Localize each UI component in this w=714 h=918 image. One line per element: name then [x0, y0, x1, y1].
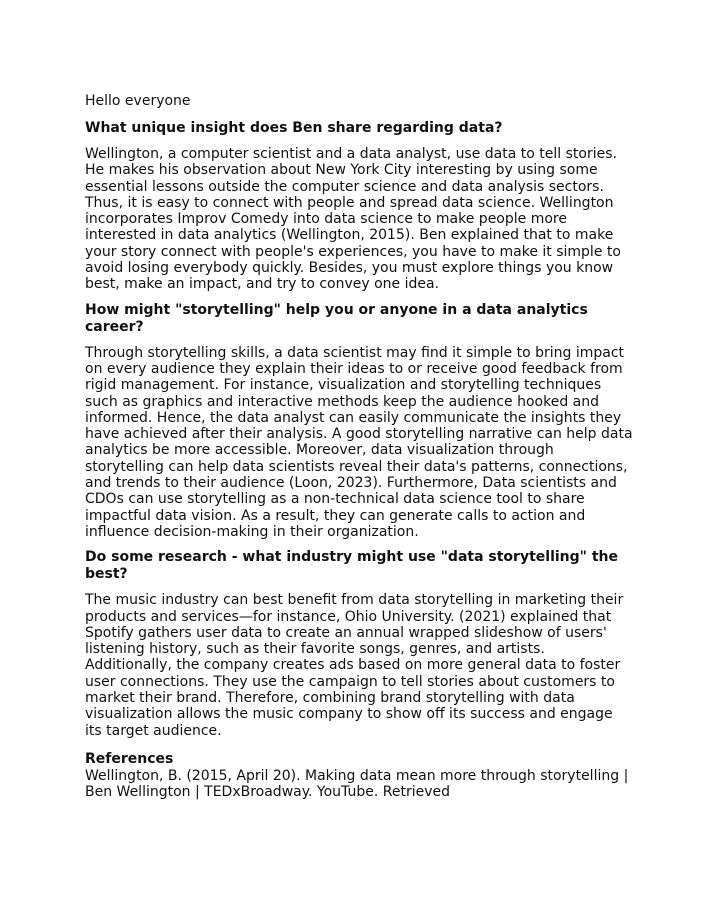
reference-entry: Wellington, B. (2015, April 20). Making data mean more through storytelling | Ben Wellington | TEDxBroadway. YouTube. Retrieved — [85, 767, 629, 801]
document-page — [85, 93, 633, 801]
section-body-storytelling-career: Through storytelling skills, a data scientist may find it simple to bring impact on every audience they explain their ideas to or receive good feedback from rigid management. For instance, visualization and storytelling techniques such as graphics and interactive methods keep the audience hooked and informed. Hence, the data analyst can easily communicate the insights they have achieved after their analysis. A good storytelling narrative can help data analytics be more accessible. Moreover, data visualization through storytelling can help data scientists reveal their data's patterns, connections, and trends to their audience (Loon, 2023). Furthermore, Data scientists and CDOs can use storytelling as a non-technical data science tool to share impactful data vision. As a result, they can generate calls to action and influence decision-making in their organization. — [85, 344, 633, 540]
section-heading-industry-research: Do some research - what industry might use "data storytelling" the best? — [85, 549, 618, 583]
section-body-ben-insight: Wellington, a computer scientist and a data analyst, use data to tell stories. He makes his observation about New York City interesting by using some essential lessons outside the computer science and data analysis sectors. Thus, it is easy to connect with people and spread data science. Wellington incorporates Improv Comedy into data science to make people more interested in data analytics (Wellington, 2015). Ben explained that to make your story connect with people's experiences, you have to make it simple to avoid losing everybody quickly. Besides, you must explore things you know best, make an impact, and try to convey one idea. — [85, 146, 621, 293]
section-heading-storytelling-career: How might "storytelling" help you or anyone in a data analytics career? — [85, 301, 588, 335]
section-body-industry-research: The music industry can best benefit from data storytelling in marketing their products and services—for instance, Ohio University. (2021) explained that Spotify gathers user data to create an annual wrapped slideshow of users' listening history, such as their favorite songs, genres, and artists. Additionally, the company creates ads based on more general data to foster user connections. They use the campaign to tell stories about customers to market their brand. Therefore, combining brand storytelling with data visualization allows the music company to show off its success and engage its target audience. — [85, 592, 624, 739]
references-heading: References — [85, 750, 174, 767]
greeting-text: Hello everyone — [85, 93, 191, 109]
section-heading-ben-insight: What unique insight does Ben share regarding data? — [85, 120, 503, 136]
